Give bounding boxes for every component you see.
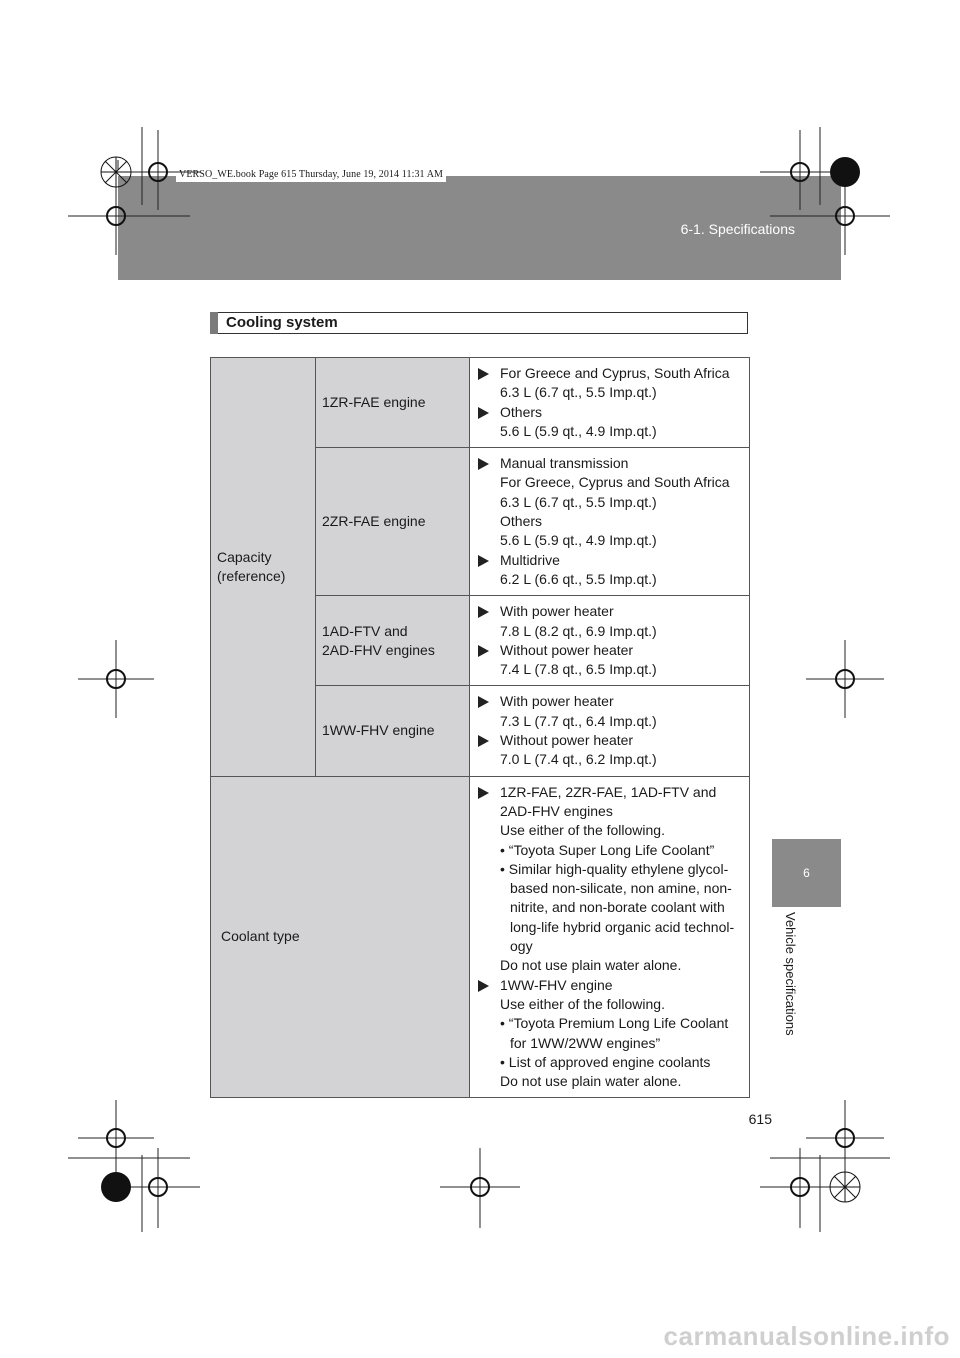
- detail-line: 7.3 L (7.7 qt., 6.4 Imp.qt.): [500, 712, 657, 729]
- bullet-continuation: long-life hybrid organic acid technol-: [510, 918, 735, 935]
- list-item-text: With power heater: [500, 693, 614, 710]
- engine-cell: [316, 358, 470, 448]
- coolant-value-cell: [470, 776, 750, 1098]
- section-reference: 6-1. Specifications: [680, 221, 795, 237]
- chapter-number: 6: [803, 866, 810, 880]
- list-item: [476, 783, 745, 802]
- list-item-text: 1WW-FHV engine: [500, 976, 613, 993]
- list-item-text: Without power heater: [500, 732, 634, 749]
- detail-line: 6.3 L (6.7 qt., 5.5 Imp.qt.): [500, 384, 657, 401]
- list-item: [476, 403, 745, 422]
- list-item: [476, 602, 745, 621]
- detail-line: 7.4 L (7.8 qt., 6.5 Imp.qt.): [500, 661, 657, 678]
- coolant-label-cell: [211, 776, 470, 1098]
- bullet-continuation: based non-silicate, non amine, non-: [510, 880, 732, 897]
- engine-label-line2: 2AD-FHV engines: [322, 641, 435, 658]
- bullet-continuation: nitrite, and non-borate coolant with: [510, 899, 725, 916]
- list-item-text: For Greece and Cyprus, South Africa: [500, 365, 730, 381]
- list-item-text: Manual transmission: [500, 455, 629, 472]
- triangle-bullet-icon: [478, 458, 489, 470]
- list-item-text: Multidrive: [500, 551, 560, 568]
- coolant-label: Coolant type: [221, 928, 300, 945]
- table-row: [211, 358, 750, 448]
- list-item: [476, 976, 745, 995]
- triangle-bullet-icon: [478, 606, 489, 618]
- list-item-text: 1ZR-FAE, 2ZR-FAE, 1AD-FTV and: [500, 783, 717, 800]
- engine-label: 1AD-FTV and: [322, 622, 408, 639]
- detail-line: For Greece, Cyprus and South Africa: [500, 474, 730, 491]
- capacity-value-cell: [470, 596, 750, 686]
- capacity-value-cell: [470, 686, 750, 776]
- triangle-bullet-icon: [478, 787, 489, 799]
- bullet-item: • “Toyota Super Long Life Coolant”: [500, 841, 715, 858]
- bullet-item: • “Toyota Premium Long Life Coolant: [500, 1015, 729, 1032]
- capacity-label-cell: [211, 358, 316, 777]
- list-item: [476, 454, 745, 473]
- detail-line: 2AD-FHV engines: [500, 802, 613, 819]
- list-item-text: With power heater: [500, 603, 614, 620]
- detail-line: 6.2 L (6.6 qt., 5.5 Imp.qt.): [500, 570, 657, 587]
- bullet-continuation: ogy: [510, 938, 533, 955]
- list-item-text: Others: [500, 403, 543, 420]
- bullet-item: • Similar high-quality ethylene glycol-: [500, 860, 729, 877]
- triangle-bullet-icon: [478, 980, 489, 992]
- detail-line: Others: [500, 513, 543, 530]
- site-watermark: carmanualsonline.info: [663, 1321, 950, 1351]
- triangle-bullet-icon: [478, 735, 489, 747]
- bullet-item: • List of approved engine coolants: [500, 1053, 711, 1070]
- engine-cell: [316, 686, 470, 776]
- detail-line: 7.0 L (7.4 qt., 6.2 Imp.qt.): [500, 751, 657, 768]
- detail-line: 5.6 L (5.9 qt., 4.9 Imp.qt.): [500, 422, 657, 439]
- triangle-bullet-icon: [478, 555, 489, 567]
- list-item: [476, 731, 745, 750]
- table-row: [211, 776, 750, 1098]
- page-number: 615: [748, 1111, 772, 1127]
- engine-cell: [316, 596, 470, 686]
- detail-line: 7.8 L (8.2 qt., 6.9 Imp.qt.): [500, 622, 657, 639]
- engine-label: 2ZR-FAE engine: [322, 513, 426, 530]
- list-item-text: Without power heater: [500, 641, 634, 658]
- detail-line: Use either of the following.: [500, 822, 665, 839]
- list-item: [476, 364, 745, 383]
- engine-cell: [316, 448, 470, 596]
- triangle-bullet-icon: [478, 407, 489, 419]
- triangle-bullet-icon: [478, 368, 489, 380]
- detail-line: Do not use plain water alone.: [500, 957, 682, 974]
- capacity-value-cell: [470, 448, 750, 596]
- capacity-label: Capacity: [217, 548, 272, 565]
- bullet-continuation: for 1WW/2WW engines”: [510, 1034, 661, 1051]
- section-title: Cooling system: [226, 314, 338, 331]
- detail-line: 6.3 L (6.7 qt., 5.5 Imp.qt.): [500, 493, 657, 510]
- detail-line: 5.6 L (5.9 qt., 4.9 Imp.qt.): [500, 532, 657, 549]
- section-title-accent: [210, 312, 218, 334]
- list-item: [476, 641, 745, 660]
- engine-label: 1WW-FHV engine: [322, 722, 435, 739]
- triangle-bullet-icon: [478, 696, 489, 708]
- triangle-bullet-icon: [478, 645, 489, 657]
- detail-line: Use either of the following.: [500, 995, 665, 1012]
- list-item: [476, 551, 745, 570]
- capacity-label-sub: (reference): [217, 567, 286, 584]
- engine-label: 1ZR-FAE engine: [322, 393, 426, 410]
- detail-line: Do not use plain water alone.: [500, 1073, 682, 1090]
- capacity-value-cell: [470, 358, 750, 448]
- list-item: [476, 692, 745, 711]
- cooling-spec-table: [210, 357, 750, 1098]
- chapter-label: Vehicle specifications: [783, 912, 798, 1036]
- book-info-stamp: VERSO_WE.book Page 615 Thursday, June 19, 2014 11:31 AM: [176, 168, 446, 182]
